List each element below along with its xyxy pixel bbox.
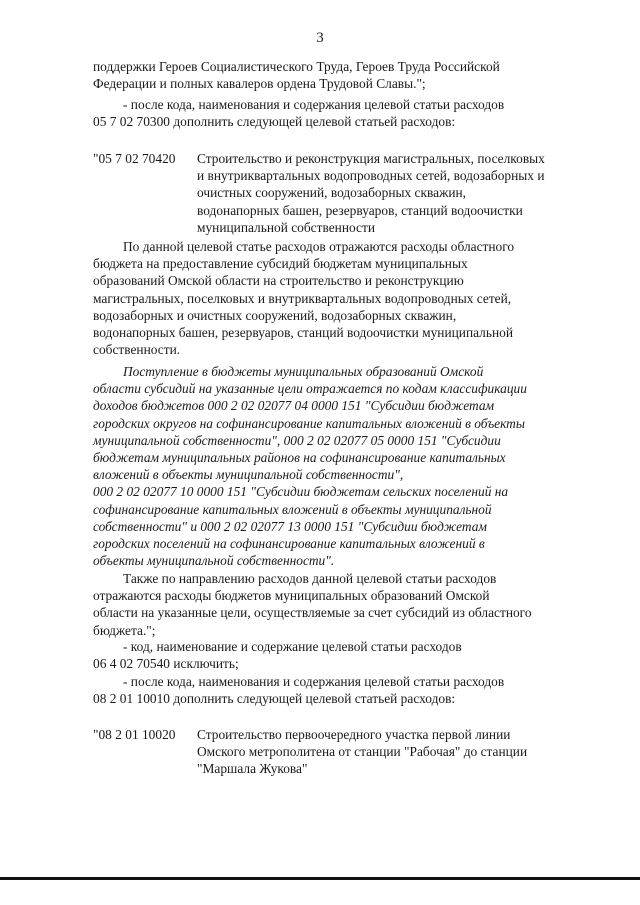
paragraph-italic-text: Поступление в бюджеты муниципальных образований Омской области субсидий на указанные цели отражается по кодам классификации доходов бюджетов 000 2 02 02077 04 0000 151 "Субсидии бюджетам городских округов на софинансирование капитальных вложений в объекты муниципальной собственности", 000 2 02 02077 05 0000 151 "Субсидии бюджетам муниципальных районов на софинансирование капитальных вложений в объекты муниципальной собственности", 000 2 02 02077 10 0000 151 "Субсидии бюджетам сельских поселений на софинансирование капитальных вложений в объекты муниципальной собственности" и 000 2 02 02077 13 0000 151 "Субсидии бюджетам городских поселений на софинансирование капитальных вложений в объекты муниципальной собственности". <box>93 364 527 569</box>
paragraph-exclude <box>93 638 601 672</box>
paragraph-text: - после кода, наименования и содержания целевой статьи расходов 05 7 02 70300 дополнить следующей целевой статьей расходов: <box>93 97 505 130</box>
target-article-description: Строительство первоочередного участка первой линии Омского метрополитена от станции "Рабочая" до станции "Маршала Жукова" <box>197 727 528 777</box>
paragraph-description <box>93 238 601 358</box>
paragraph-text: По данной целевой статье расходов отражаются расходы областного бюджета на предоставление субсидий бюджетам муниципальных образований Омской области на строительство и реконструкцию магистральных, поселковых и внутриквартальных водопроводных сетей, водозаборных и очистных сооружений, водозаборных скважин, водонапорных башен, резервуаров, станций водоочистки муниципальной собственности. <box>93 239 515 358</box>
paragraph-text: поддержки Героев Социалистического Труда, Героев Труда Российской Федерации и полных кавалеров ордена Трудовой Славы."; <box>93 59 500 92</box>
paragraph-revenue-codes <box>93 363 601 569</box>
target-article-description: Строительство и реконструкция магистральных, поселковых и внутриквартальных водопроводных сетей, водозаборных и очистных сооружений, водозаборных скважин, водонапорных башен, резервуаров, станций водоочистки муниципальной собственности <box>197 151 545 235</box>
paragraph-continuation <box>93 58 601 92</box>
paragraph-text: - код, наименование и содержание целевой статьи расходов 06 4 02 70540 исключить; <box>93 639 462 672</box>
target-article-code: "08 2 01 10020 <box>93 727 176 742</box>
paragraph-text: - после кода, наименования и содержания целевой статьи расходов 08 2 01 10010 дополнить следующей целевой статьей расходов: <box>93 674 505 707</box>
paragraph-text: Также по направлению расходов данной целевой статьи расходов отражаются расходы бюджетов муниципальных образований Омской области на указанные цели, осуществляемые за счет субсидий из областного бюджета."; <box>93 571 532 638</box>
page-number: 3 <box>316 30 324 46</box>
paragraph-insert-after-code <box>93 96 601 130</box>
target-article-code: "05 7 02 70420 <box>93 151 176 166</box>
paragraph-also <box>93 570 601 639</box>
paragraph-insert-after-code-2 <box>93 673 601 707</box>
bottom-rule <box>0 877 640 880</box>
